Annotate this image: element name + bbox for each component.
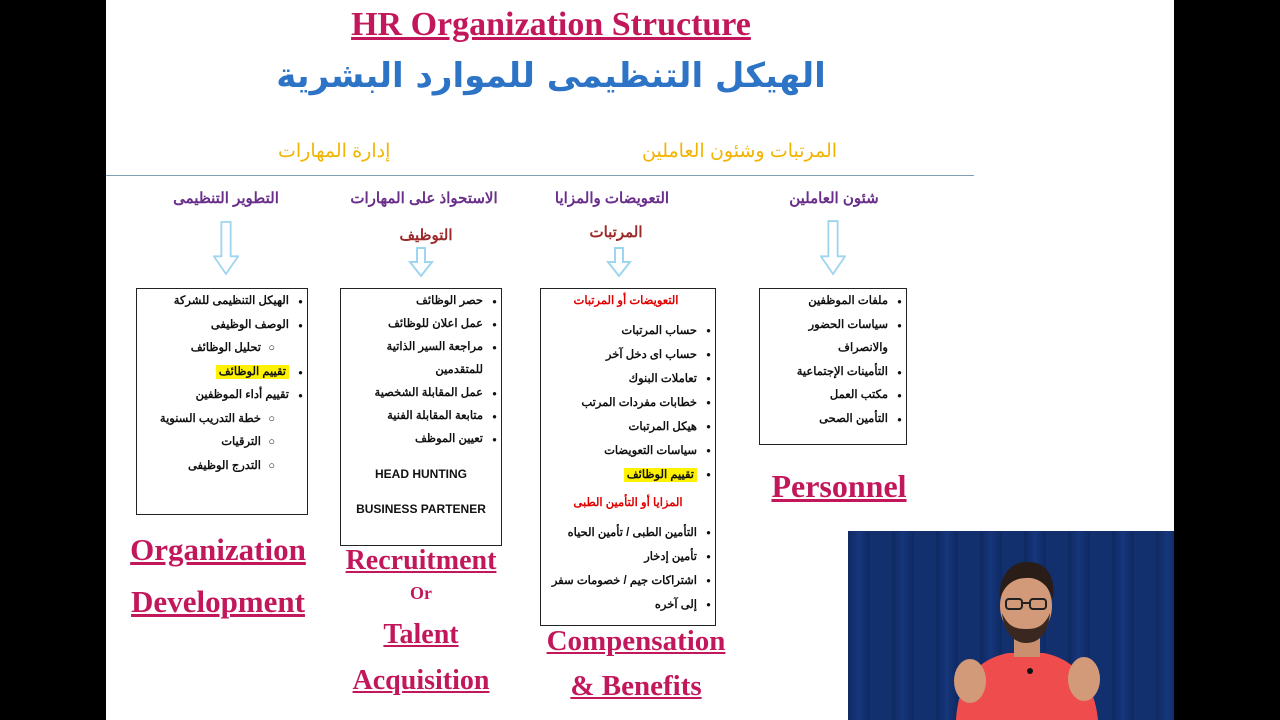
org-development-box <box>136 288 308 515</box>
subheading-payroll: المرتبات <box>589 224 643 241</box>
list-item: ● تقييم أداء الموظفين <box>137 384 307 408</box>
list-item: ● الوصف الوظيفى <box>137 314 307 338</box>
list-item: ● اشتراكات جيم / خصومات سفر <box>541 569 715 593</box>
compensation-box <box>540 288 716 626</box>
list-item: ● سياسات التعويضات <box>541 439 715 463</box>
list-item: ● التأمين الصحى <box>760 408 906 432</box>
label-acquisition: Acquisition <box>352 665 490 696</box>
list-item: ● مراجعة السير الذاتية <box>341 336 501 359</box>
group-skills-management: إدارة المهارات <box>278 141 391 162</box>
list-item: ● الهيكل التنظيمى للشركة <box>137 290 307 314</box>
list-item: ● عمل اعلان للوظائف <box>341 313 501 336</box>
heading-personnel: شئون العاملين <box>789 190 879 207</box>
list-item: ● متابعة المقابلة الفنية <box>341 405 501 428</box>
list-item: ● التأمين الطبى / تأمين الحياه <box>541 521 715 545</box>
head-hunting-label: HEAD HUNTING <box>375 467 467 481</box>
heading-recruitment: الاستحواذ على المهارات <box>350 190 498 207</box>
label-talent: Talent <box>383 619 459 650</box>
list-item: والانصراف <box>838 342 888 354</box>
list-item: ● حصر الوظائف <box>341 290 501 313</box>
arrow-down-icon <box>408 247 434 277</box>
list-item: ○ تحليل الوظائف <box>137 337 307 361</box>
list-item: ● تعاملات البنوك <box>541 367 715 391</box>
business-partner-label: BUSINESS PARTENER <box>356 502 486 516</box>
label-recruitment: Recruitment <box>345 545 497 576</box>
group-payroll-personnel: المرتبات وشئون العاملين <box>642 141 838 162</box>
label-personnel: Personnel <box>771 468 907 504</box>
label-benefits: & Benefits <box>570 670 702 702</box>
section-benefits-title: المزايا أو التأمين الطبى <box>573 497 683 509</box>
list-item: ● عمل المقابلة الشخصية <box>341 382 501 405</box>
presenter-image <box>848 531 1174 720</box>
title-arabic: الهيكل التنظيمى للموارد البشرية <box>276 56 826 96</box>
recruitment-box <box>340 288 502 546</box>
section-compensation-title: التعويضات أو المرتبات <box>573 295 679 307</box>
arrow-down-icon <box>213 219 239 277</box>
list-item-highlighted: ● تقييم الوظائف <box>541 463 715 487</box>
label-compensation: Compensation <box>546 625 726 657</box>
label-organization: Organization <box>130 532 306 567</box>
list-item: ● ملفات الموظفين <box>760 290 906 314</box>
list-item: ● حساب اى دخل آخر <box>541 343 715 367</box>
list-item: ○ التدرج الوظيفى <box>137 455 307 479</box>
arrow-down-icon <box>820 218 846 277</box>
list-item: ● مكتب العمل <box>760 384 906 408</box>
list-item: ● سياسات الحضور <box>760 314 906 338</box>
list-item: للمتقدمين <box>435 364 483 376</box>
heading-org-development: التطوير التنظيمى <box>173 190 279 207</box>
list-item: ● إلى آخره <box>541 593 715 617</box>
list-item: ● تعيين الموظف <box>341 428 501 451</box>
presenter-video <box>848 531 1174 720</box>
list-item: ● هيكل المرتبات <box>541 415 715 439</box>
label-or: Or <box>410 583 432 603</box>
arrow-down-icon <box>606 247 632 277</box>
label-development: Development <box>131 584 305 619</box>
list-item: ● حساب المرتبات <box>541 319 715 343</box>
heading-compensation: التعويضات والمزايا <box>554 190 670 207</box>
list-item-highlighted: ● تقييم الوظائف <box>137 361 307 385</box>
list-item: ● تأمين إدخار <box>541 545 715 569</box>
list-item: ● خطابات مفردات المرتب <box>541 391 715 415</box>
list-item: ● التأمينات الإجتماعية <box>760 361 906 385</box>
subheading-recruitment: التوظيف <box>399 227 453 244</box>
divider-line <box>106 175 974 176</box>
title-english: HR Organization Structure <box>351 6 751 43</box>
personnel-box <box>759 288 907 445</box>
list-item: ○ الترقيات <box>137 431 307 455</box>
list-item: ○ خطة التدريب السنوية <box>137 408 307 432</box>
